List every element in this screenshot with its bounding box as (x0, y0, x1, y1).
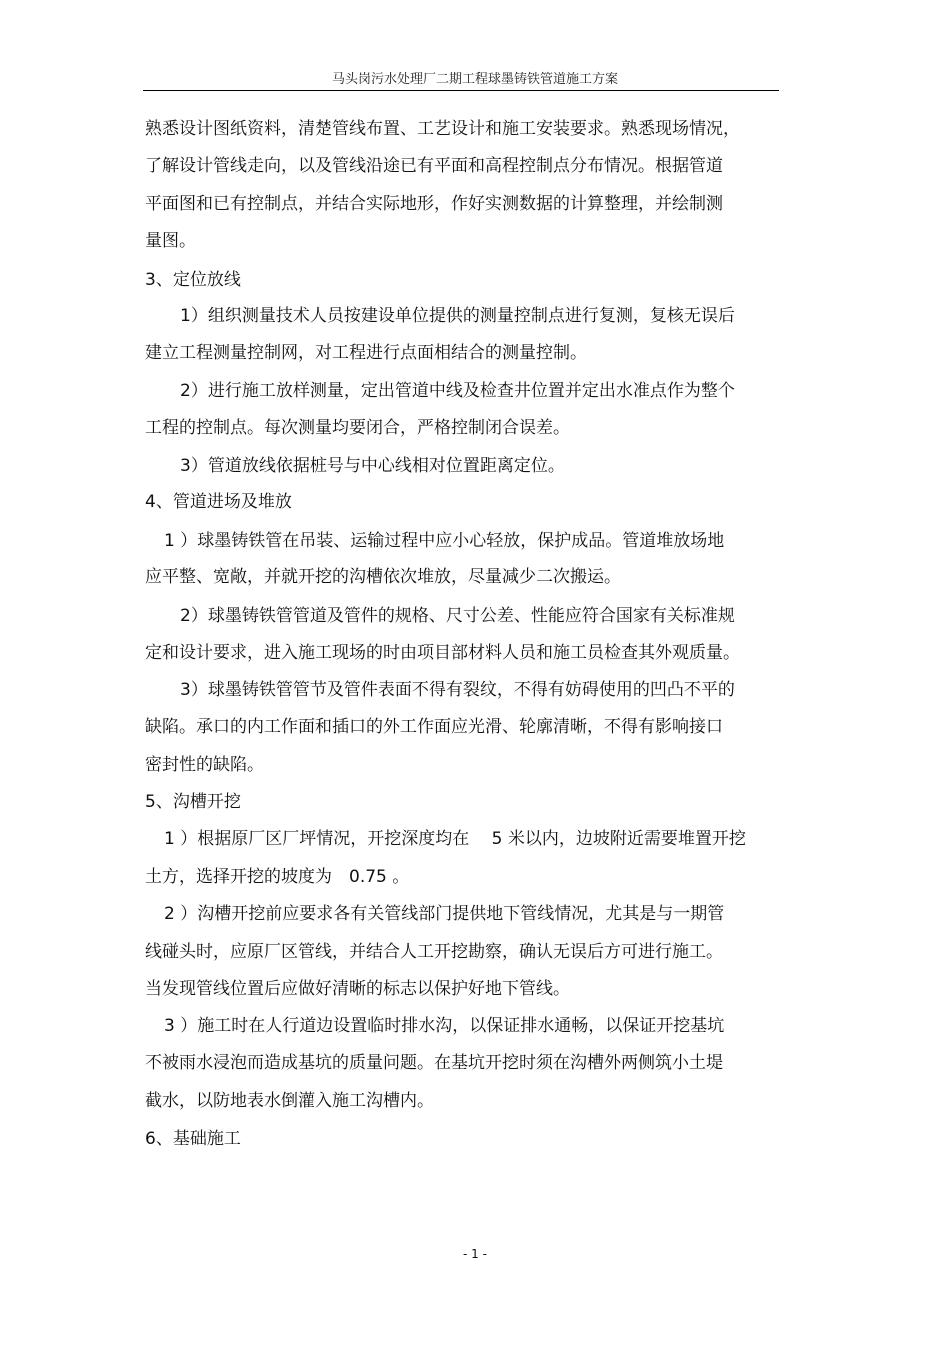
body-line: 定和设计要求，进入施工现场的时由项目部材料人员和施工员检查其外观质量。 (145, 643, 740, 663)
section-heading: 3、定位放线 (145, 270, 241, 290)
body-line: 线碰头时，应原厂区管线，并结合人工开挖勘察，确认无误后方可进行施工。 (145, 942, 723, 962)
body-line: 1 ）球墨铸铁管在吊装、运输过程中应小心轻放，保护成品。管道堆放场地 (164, 531, 725, 551)
page-number: - 1 - (463, 1247, 487, 1261)
body-line: 2 ）沟槽开挖前应要求各有关管线部门提供地下管线情况，尤其是与一期管 (164, 904, 725, 924)
body-line: 土方，选择开挖的坡度为 0.75 。 (145, 867, 410, 887)
body-line: 3）球墨铸铁管管节及管件表面不得有裂纹，不得有妨碍使用的凹凸不平的 (180, 680, 735, 700)
body-line: 建立工程测量控制网，对工程进行点面相结合的测量控制。 (145, 343, 587, 363)
body-line: 当发现管线位置后应做好清晰的标志以保护好地下管线。 (145, 979, 570, 999)
body-line: 不被雨水浸泡而造成基坑的质量问题。在基坑开挖时须在沟槽外两侧筑小土堤 (145, 1053, 723, 1073)
section-heading: 4、管道进场及堆放 (145, 492, 292, 512)
body-line: 2）进行施工放样测量，定出管道中线及检查井位置并定出水准点作为整个 (180, 381, 735, 401)
page-header-title: 马头岗污水处理厂二期工程球墨铸铁管道施工方案 (331, 72, 618, 87)
body-line: 2）球墨铸铁管管道及管件的规格、尺寸公差、性能应符合国家有关标准规 (180, 606, 735, 626)
body-line: 了解设计管线走向，以及管线沿途已有平面和高程控制点分布情况。根据管道 (145, 156, 723, 176)
section-heading: 5、沟槽开挖 (145, 792, 241, 812)
body-line: 1 ）根据原厂区厂坪情况，开挖深度均在 5 米以内，边坡附近需要堆置开挖 (164, 829, 746, 849)
section-heading: 6、基础施工 (145, 1129, 241, 1149)
body-line: 熟悉设计图纸资料，清楚管线布置、工艺设计和施工安装要求。熟悉现场情况， (145, 119, 740, 139)
body-line: 密封性的缺陷。 (145, 755, 264, 775)
body-line: 平面图和已有控制点，并结合实际地形，作好实测数据的计算整理，并绘制测 (145, 194, 723, 214)
body-line: 应平整、宽敞，并就开挖的沟槽依次堆放，尽量减少二次搬运。 (145, 567, 621, 587)
body-line: 量图。 (145, 231, 196, 251)
body-line: 3 ）施工时在人行道边设置临时排水沟，以保证排水通畅，以保证开挖基坑 (164, 1016, 725, 1036)
body-line: 截水，以防地表水倒灌入施工沟槽内。 (145, 1091, 434, 1111)
body-line: 1）组织测量技术人员按建设单位提供的测量控制点进行复测，复核无误后 (180, 306, 735, 326)
body-line: 工程的控制点。每次测量均要闭合，严格控制闭合误差。 (145, 418, 570, 438)
body-line: 缺陷。承口的内工作面和插口的外工作面应光滑、轮廓清晰，不得有影响接口 (145, 717, 723, 737)
header-rule (143, 90, 779, 91)
body-line: 3）管道放线依据桩号与中心线相对位置距离定位。 (180, 456, 565, 476)
